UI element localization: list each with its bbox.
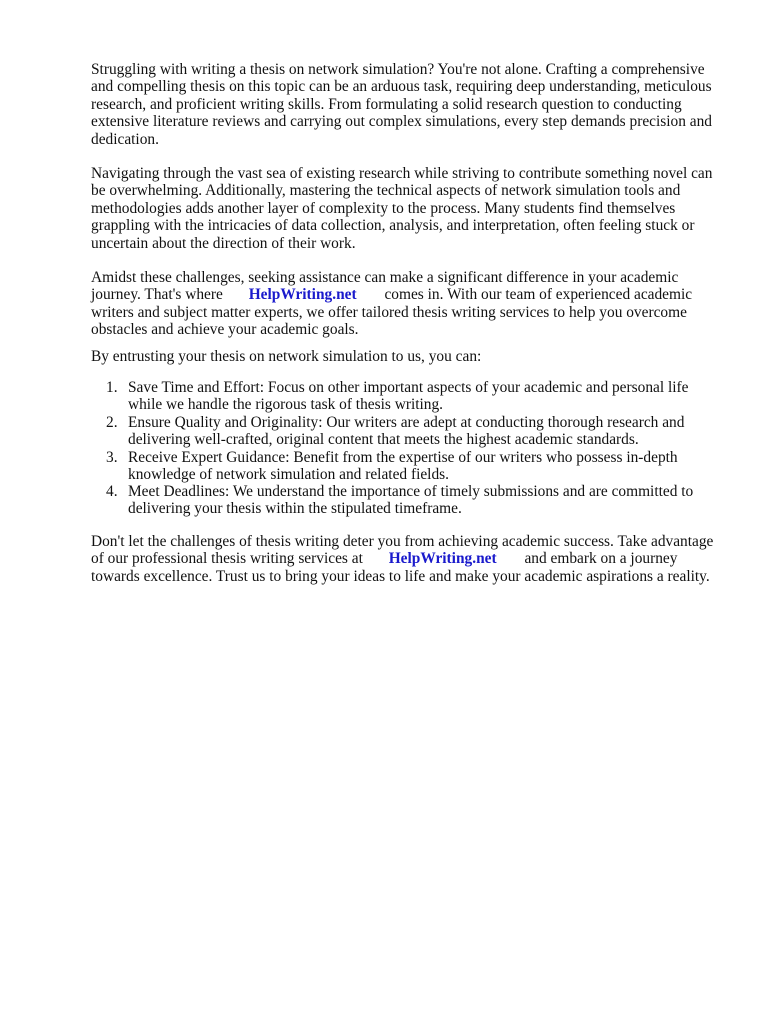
text-line: uncertain about the direction of their work. xyxy=(91,234,356,252)
paragraph-assistance xyxy=(91,269,731,339)
text-line: Don't let the challenges of thesis writing deter you from achieving academic success. Take advantage xyxy=(91,533,714,550)
text-segment: comes in. With our team of experienced academic xyxy=(384,286,693,304)
text-segment: journey. That's where xyxy=(91,286,223,304)
list-text: Meet Deadlines: We understand the importance of timely submissions and are committed to xyxy=(128,483,694,500)
list-text: while we handle the rigorous task of thesis writing. xyxy=(128,396,444,414)
text-line: dedication. xyxy=(91,130,159,148)
text-line: By entrusting your thesis on network simulation to us, you can: xyxy=(91,348,482,365)
text-segment: of our professional thesis writing services at xyxy=(91,550,363,568)
paragraph-challenges xyxy=(91,165,731,252)
text-segment: and embark on a journey xyxy=(524,550,678,568)
list-text: Ensure Quality and Originality: Our writers are adept at conducting thorough research and xyxy=(128,414,685,431)
text-line: methodologies adds another layer of complexity to the process. Many students find themselves xyxy=(91,199,676,217)
text-line: research, and proficient writing skills. From formulating a solid research question to conducting xyxy=(91,95,682,113)
paragraph-intro xyxy=(91,61,731,148)
helpwriting-link[interactable]: HelpWriting.net xyxy=(388,550,497,568)
list-item xyxy=(106,414,726,449)
list-number: 2. xyxy=(106,414,118,431)
list-number: 3. xyxy=(106,449,118,466)
list-item xyxy=(106,379,726,414)
text-line: Amidst these challenges, seeking assistance can make a significant difference in your academic xyxy=(91,269,679,286)
list-text: Receive Expert Guidance: Benefit from the expertise of our writers who possess in-depth xyxy=(128,449,678,466)
text-line: towards excellence. Trust us to bring your ideas to life and make your academic aspirations a reality. xyxy=(91,567,710,585)
text-line: extensive literature reviews and carrying out complex simulations, every step demands precision and xyxy=(91,113,712,131)
paragraph-list-intro xyxy=(91,348,731,365)
list-text: delivering your thesis within the stipulated timeframe. xyxy=(128,500,462,518)
list-text: delivering well-crafted, original content that meets the highest academic standards. xyxy=(128,431,639,449)
paragraph-closing xyxy=(91,533,731,585)
list-number: 1. xyxy=(106,379,118,396)
helpwriting-link[interactable]: HelpWriting.net xyxy=(248,286,357,304)
list-text: knowledge of network simulation and related fields. xyxy=(128,466,449,484)
text-line: Navigating through the vast sea of existing research while striving to contribute something novel can xyxy=(91,165,713,182)
text-line: be overwhelming. Additionally, mastering the technical aspects of network simulation tools and xyxy=(91,182,681,200)
text-line: and compelling thesis on this topic can be an arduous task, requiring deep understanding, meticulous xyxy=(91,78,712,96)
text-line: obstacles and achieve your academic goals. xyxy=(91,321,359,339)
list-number: 4. xyxy=(106,483,118,500)
text-line xyxy=(91,286,731,303)
list-text: Save Time and Effort: Focus on other important aspects of your academic and personal life xyxy=(128,379,689,396)
text-line: grappling with the intricacies of data collection, analysis, and interpretation, often feeling stuck or xyxy=(91,217,695,235)
text-line: writers and subject matter experts, we offer tailored thesis writing services to help you overcome xyxy=(91,303,687,321)
text-line: Struggling with writing a thesis on network simulation? You're not alone. Crafting a comprehensive xyxy=(91,61,705,78)
text-line xyxy=(91,550,731,567)
list-item xyxy=(106,483,726,518)
list-item xyxy=(106,449,726,484)
